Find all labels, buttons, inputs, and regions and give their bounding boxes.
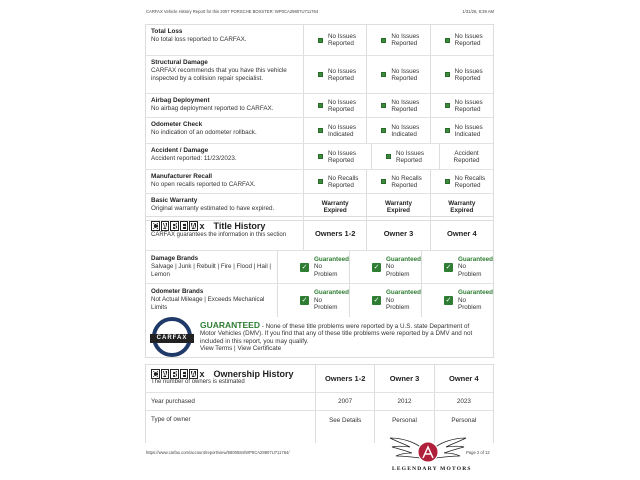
status-line-2: Reported	[391, 105, 418, 113]
report-url: https://www.carfax.com/account/report/view/5800584/WP0CA29807U711764/	[146, 450, 290, 455]
check-icon	[318, 72, 323, 77]
status-cell	[431, 118, 493, 143]
logo-letter: C	[152, 370, 159, 379]
check-icon	[445, 128, 450, 133]
column-header: Owner 4	[447, 229, 477, 238]
dealer-logo-text: LEGENDARY MOTORS	[392, 466, 472, 472]
page-number: Page 2 of 12	[466, 450, 490, 455]
guarantee-banner	[146, 317, 493, 357]
status-line-1: No Issues	[454, 67, 483, 75]
status-line-2: Reported	[453, 156, 480, 164]
status-line-1: No Issues	[396, 149, 424, 157]
check-icon	[445, 72, 450, 77]
guaranteed-label: Guaranteed	[314, 255, 349, 263]
row-description: No open recalls reported to CARFAX.	[151, 181, 256, 188]
status-cell	[372, 144, 440, 169]
row-description: Original warranty estimated to have expired.	[151, 205, 275, 212]
print-datetime: 1/31/26, 8:39 AM	[462, 9, 494, 14]
check-icon	[381, 179, 386, 184]
status-line-2: Problem	[386, 304, 410, 312]
status-line-2: Reported	[391, 181, 418, 189]
status-line-1: No Issues	[328, 33, 356, 40]
logo-letter: C	[152, 222, 159, 231]
title-history-row	[146, 251, 493, 284]
guarantee-cell	[278, 251, 350, 283]
row-description: Accident reported: 11/23/2023.	[151, 155, 237, 162]
column-header: Owner 4	[449, 374, 479, 383]
status-line-2: Problem	[314, 270, 338, 278]
guaranteed-label: Guaranteed	[386, 289, 421, 297]
carfax-guaranteed-badge-icon: CARFAX	[152, 317, 192, 357]
row-title: Accident / Damage	[151, 147, 209, 154]
check-icon	[381, 72, 386, 77]
title-history-heading: Title History	[213, 221, 266, 231]
status-cell	[304, 56, 367, 93]
status-line-1: No	[458, 263, 467, 271]
status-cell	[431, 56, 493, 93]
guaranteed-label: Guaranteed	[458, 289, 493, 297]
check-icon: ✓	[373, 297, 380, 304]
link-separator: |	[232, 345, 238, 352]
logo-letter: F	[181, 370, 187, 379]
status-line-2: Indicated	[454, 130, 481, 138]
status-line-2: Reported	[328, 40, 354, 47]
status-line-1: No	[386, 296, 395, 304]
status-cell	[367, 170, 430, 193]
status-line-2: Reported	[328, 74, 354, 82]
ownership-history-heading: Ownership History	[213, 369, 294, 379]
title-history-table	[145, 216, 494, 358]
summary-row	[146, 170, 493, 194]
summary-row	[146, 118, 493, 144]
ownership-value: 2023	[456, 398, 471, 405]
status-line-1: No Issues	[391, 123, 420, 131]
status-line-1: No Recalls	[391, 174, 422, 182]
status-line-2: Reported	[454, 105, 481, 113]
status-cell	[367, 25, 430, 55]
title-history-row	[146, 284, 493, 317]
status-cell	[367, 94, 430, 117]
status-cell	[304, 170, 367, 193]
status-cell	[304, 25, 367, 55]
row-title: Basic Warranty	[151, 197, 198, 204]
status-line-1: No Recalls	[328, 174, 359, 182]
logo-letter: F	[181, 222, 187, 231]
status-cell	[440, 144, 493, 169]
check-icon	[318, 179, 323, 184]
guarantee-text: - None of these title problems were reported by a U.S. state Department of Motor Vehicles (DMV). If you find that any of these title problems were reported by a DMV and not included in this report, you may qualify.	[200, 322, 473, 345]
check-icon: ✓	[301, 297, 308, 304]
status-line-1: Warranty	[384, 200, 413, 207]
status-line-1: No Issues	[454, 98, 483, 106]
logo-letter: A	[190, 370, 197, 379]
row-title: Structural Damage	[151, 59, 208, 66]
status-line-2: Problem	[386, 270, 410, 278]
status-line-2: Expired	[323, 207, 347, 214]
status-line-2: Reported	[454, 181, 481, 189]
check-icon	[318, 154, 323, 159]
status-line-1: Warranty	[321, 200, 349, 207]
check-icon	[386, 154, 391, 159]
status-line-1: No	[314, 263, 323, 271]
status-line-1: No	[386, 263, 395, 271]
status-line-1: No Issues	[328, 98, 356, 106]
row-label: Type of owner	[151, 416, 191, 423]
status-line-2: Indicated	[391, 130, 417, 138]
status-cell	[367, 118, 430, 143]
guaranteed-label: Guaranteed	[386, 255, 421, 263]
row-title: Odometer Check	[151, 121, 203, 128]
row-title: Airbag Deployment	[151, 97, 210, 104]
check-icon	[318, 128, 323, 133]
status-line-2: Problem	[314, 304, 338, 312]
status-line-1: Accident	[454, 149, 479, 157]
guaranteed-label: Guaranteed	[458, 255, 493, 263]
ownership-row	[146, 411, 493, 429]
row-title: Total Loss	[151, 28, 183, 35]
row-title: Manufacturer Recall	[151, 173, 213, 180]
ownership-value: 2012	[375, 393, 434, 410]
check-icon: ✓	[445, 263, 452, 271]
report-title: CARFAX Vehicle History Report for this 2007 PORSCHE BOXSTER: WP0CA29807U711764	[146, 9, 319, 14]
status-line-1: No	[314, 296, 323, 304]
row-description: No indication of an odometer rollback.	[151, 129, 257, 136]
carfax-logo	[151, 369, 207, 379]
column-header: Owner 3	[367, 217, 430, 250]
status-cell	[431, 25, 493, 55]
see-details-link[interactable]: See Details	[316, 411, 375, 429]
summary-row	[146, 56, 493, 94]
view-certificate-link[interactable]: View Certificate	[237, 345, 282, 352]
summary-row	[146, 25, 493, 56]
status-line-2: Reported	[328, 105, 354, 113]
page-header	[146, 9, 494, 14]
status-line-2: Expired	[386, 207, 411, 214]
status-line-1: No Recalls	[454, 174, 486, 182]
guarantee-cell	[350, 251, 422, 283]
check-icon	[318, 38, 323, 43]
guarantee-cell	[422, 284, 493, 317]
status-cell	[431, 94, 493, 117]
status-line-1: No Issues	[391, 67, 420, 75]
ownership-row	[146, 393, 493, 411]
ownership-value: 2007	[316, 393, 375, 410]
column-header: Owner 3	[375, 365, 434, 392]
status-line-1: Warranty	[448, 200, 476, 207]
row-title: Odometer Brands	[151, 288, 204, 295]
status-line-2: Reported	[391, 40, 418, 47]
guaranteed-label: Guaranteed	[314, 289, 349, 297]
title-history-header	[146, 217, 493, 251]
logo-letter: A	[161, 222, 168, 231]
status-line-1: No Issues	[391, 98, 420, 106]
title-history-subheading: CARFAX guarantees the information in this section	[151, 232, 287, 238]
logo-letter: A	[161, 370, 168, 379]
guarantee-cell	[278, 284, 350, 317]
row-description: No total loss reported to CARFAX.	[151, 36, 247, 43]
status-line-2: Reported	[454, 74, 481, 82]
row-description: No airbag deployment reported to CARFAX.	[151, 105, 274, 112]
column-header: Owners 1-2	[316, 365, 375, 392]
ownership-value: Personal	[451, 416, 477, 424]
row-description: Not Actual Mileage | Exceeds Mechanical Limits	[151, 296, 265, 311]
check-icon: ✓	[373, 263, 380, 271]
summary-row	[146, 144, 493, 170]
logo-letter: R	[171, 370, 178, 379]
check-icon	[445, 38, 450, 43]
check-icon	[381, 103, 386, 108]
check-icon	[381, 38, 386, 43]
logo-letter: R	[171, 222, 178, 231]
summary-row	[146, 94, 493, 118]
check-icon	[318, 103, 323, 108]
carfax-logo	[151, 221, 207, 231]
row-description: CARFAX recommends that you have this vehicle inspected by a collision repair specialist.	[151, 67, 287, 82]
status-line-1: No Issues	[328, 149, 356, 157]
status-line-2: Problem	[458, 270, 482, 278]
view-terms-link[interactable]: View Terms	[200, 345, 233, 352]
guarantee-cell	[422, 251, 493, 283]
row-label: Year purchased	[151, 397, 195, 405]
check-icon: ✓	[301, 263, 308, 271]
status-line-2: Reported	[328, 156, 354, 164]
row-title: Damage Brands	[151, 255, 199, 262]
ownership-value: Personal	[375, 411, 434, 429]
status-line-1: No Issues	[454, 33, 483, 40]
status-line-1: No Issues	[391, 33, 420, 40]
status-line-2: Indicated	[328, 130, 354, 138]
status-cell	[431, 170, 493, 193]
row-description: Salvage | Junk | Rebuilt | Fire | Flood | Hail | Lemon	[151, 263, 272, 278]
status-line-1: No Issues	[328, 123, 356, 131]
guarantee-cell	[350, 284, 422, 317]
status-line-1: No Issues	[454, 123, 483, 131]
status-line-2: Reported	[328, 181, 354, 189]
check-icon	[381, 128, 386, 133]
check-icon	[445, 103, 450, 108]
status-cell	[304, 118, 367, 143]
guaranteed-headline: GUARANTEED	[200, 319, 260, 330]
status-line-2: Reported	[391, 74, 418, 82]
status-cell	[304, 94, 367, 117]
status-line-2: Reported	[396, 156, 422, 164]
status-line-1: No Issues	[328, 67, 356, 75]
status-cell	[304, 144, 372, 169]
logo-letter: x	[199, 221, 205, 231]
column-header: Owners 1-2	[304, 217, 367, 250]
history-summary-table	[145, 24, 494, 221]
ownership-history-subheading: The number of owners is estimated	[151, 379, 245, 385]
check-icon: ✓	[445, 297, 452, 304]
check-icon	[445, 179, 450, 184]
status-line-2: Expired	[450, 207, 474, 214]
logo-letter: A	[190, 222, 197, 231]
status-line-2: Problem	[458, 304, 482, 312]
status-line-1: No	[458, 296, 467, 304]
ownership-history-header	[146, 365, 493, 393]
logo-letter: x	[199, 369, 205, 379]
status-line-2: Reported	[454, 40, 481, 47]
status-cell	[367, 56, 430, 93]
